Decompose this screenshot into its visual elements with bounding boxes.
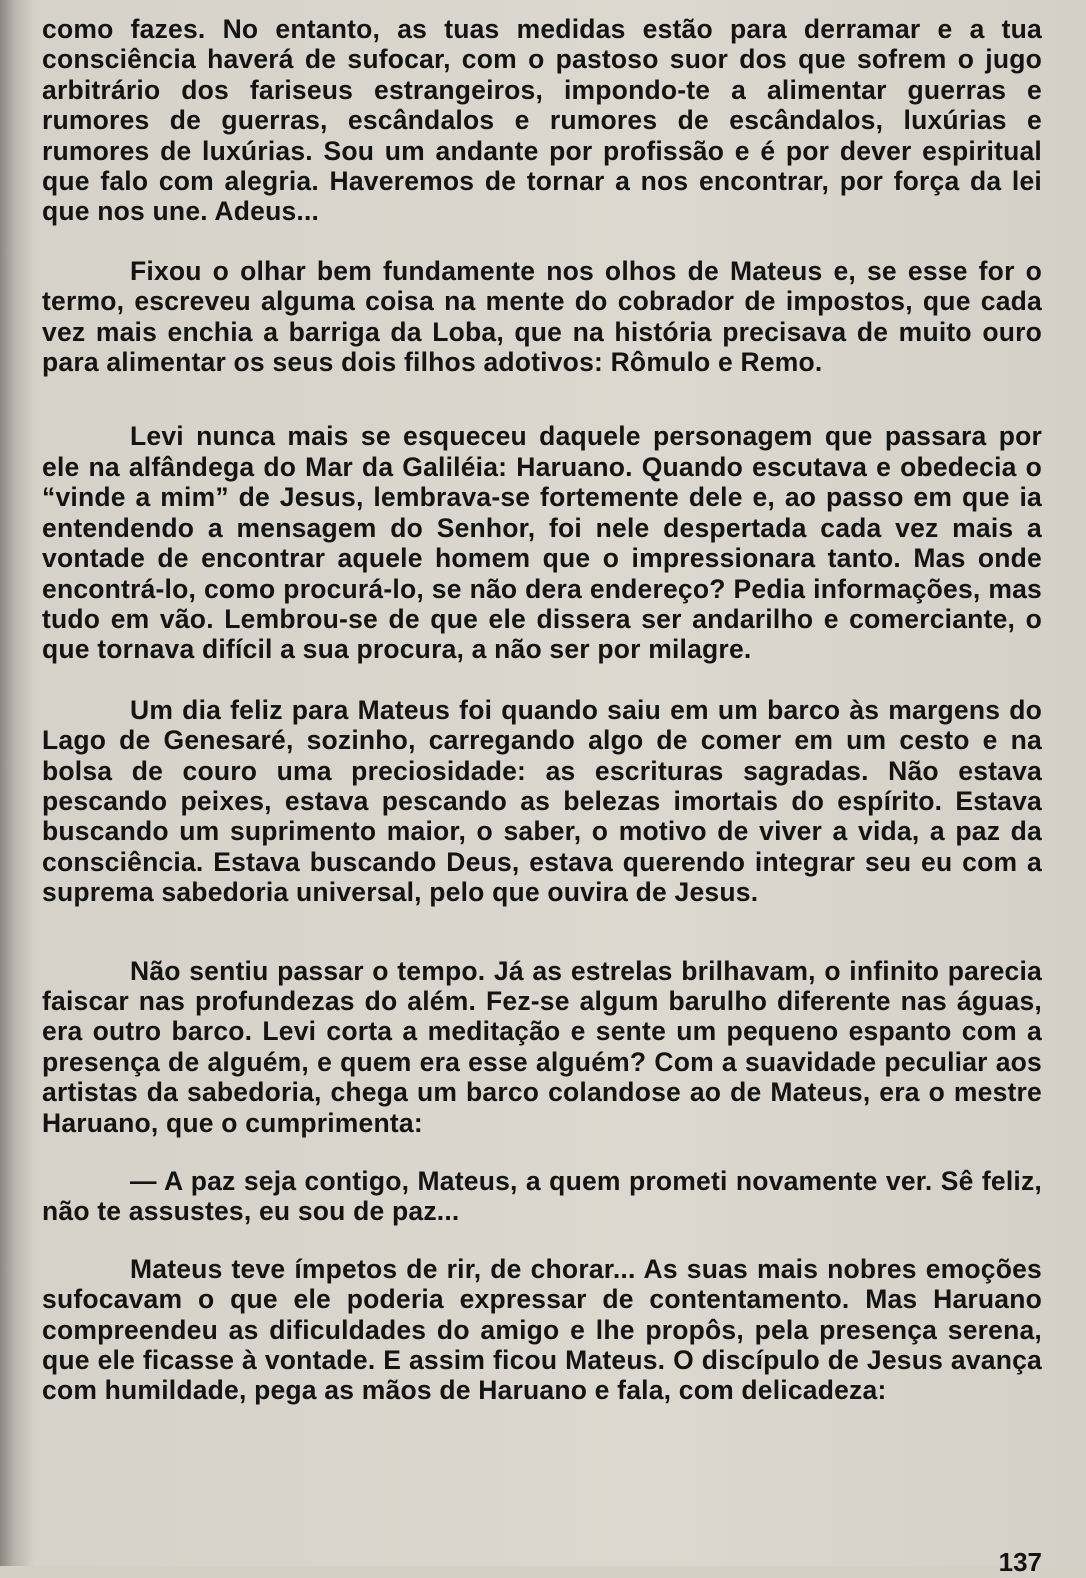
paragraph-2: Fixou o olhar bem fundamente nos olhos de Mateus e, se esse for o termo, escreveu alguma coisa na mente do cobrador de impostos, que cada vez mais enchia a barriga da Loba, que na história precisava de muito ouro para alimentar os seus dois filhos adotivos: Rômulo e Remo.: [42, 255, 1042, 378]
paragraph-4: Um dia feliz para Mateus foi quando saiu em um barco às margens do Lago de Genesaré, sozinho, carregando algo de comer em um cesto e na bolsa de couro uma preciosidade: as escrituras sagradas. Não estava pescando peixes, estava pescando as belezas imortais do espírito. Estava buscando um suprimento maior, o saber, o motivo de viver a vida, a paz da consciência. Estava buscando Deus, estava querendo integrar seu eu com a suprema sabedoria universal, pelo que ouvira de Jesus.: [42, 694, 1042, 908]
paragraph-6-dialogue: — A paz seja contigo, Mateus, a quem prometi novamente ver. Sê feliz, não te assustes, eu sou de paz...: [42, 1166, 1042, 1227]
paragraph-3: Levi nunca mais se esqueceu daquele personagem que passara por ele na alfândega do Mar da Galiléia: Haruano. Quando escutava e obedecia o “vinde a mim” de Jesus, lembrava-se fortemente dele e, ao passo em que ia entendendo a mensagem do Senhor, foi nele despertada cada vez mais a vontade de encontrar aquele homem que o impressionara tanto. Mas onde encontrá-lo, como procurá-lo, se não dera endereço? Pedia informações, mas tudo em vão. Lembrou-se de que ele dissera ser andarilho e comerciante, o que tornava difícil a sua procura, a não ser por milagre.: [42, 421, 1042, 665]
paragraph-7: Mateus teve ímpetos de rir, de chorar... As suas mais nobres emoções sufocavam o que ele poderia expressar de contentamento. Mas Haruano compreendeu as dificuldades do amigo e lhe propôs, pela presença serena, que ele ficasse à vontade. E assim ficou Mateus. O discípulo de Jesus avança com humildade, pega as mãos de Haruano e fala, com delicadeza:: [42, 1253, 1042, 1406]
page-number: 137: [998, 1547, 1042, 1577]
page-body-text: [42, 14, 1042, 1406]
paragraph-5: Não sentiu passar o tempo. Já as estrelas brilhavam, o infinito parecia faiscar nas profundezas do além. Fez-se algum barulho diferente nas águas, era outro barco. Levi corta a meditação e sente um pequeno espanto com a presença de alguém, e quem era esse alguém? Com a suavidade peculiar aos artistas da sabedoria, chega um barco colandose ao de Mateus, era o mestre Haruano, que o cumprimenta:: [42, 955, 1042, 1138]
paragraph-1: como fazes. No entanto, as tuas medidas estão para derramar e a tua consciência haverá de sufocar, com o pastoso suor dos que sofrem o jugo arbitrário dos fariseus estrangeiros, impondo-te a alimentar guerras e rumores de guerras, escândalos e rumores de escândalos, luxúrias e rumores de luxúrias. Sou um andante por profissão e é por dever espiritual que falo com alegria. Haveremos de tornar a nos encontrar, por força da lei que nos une. Adeus...: [42, 14, 1042, 227]
